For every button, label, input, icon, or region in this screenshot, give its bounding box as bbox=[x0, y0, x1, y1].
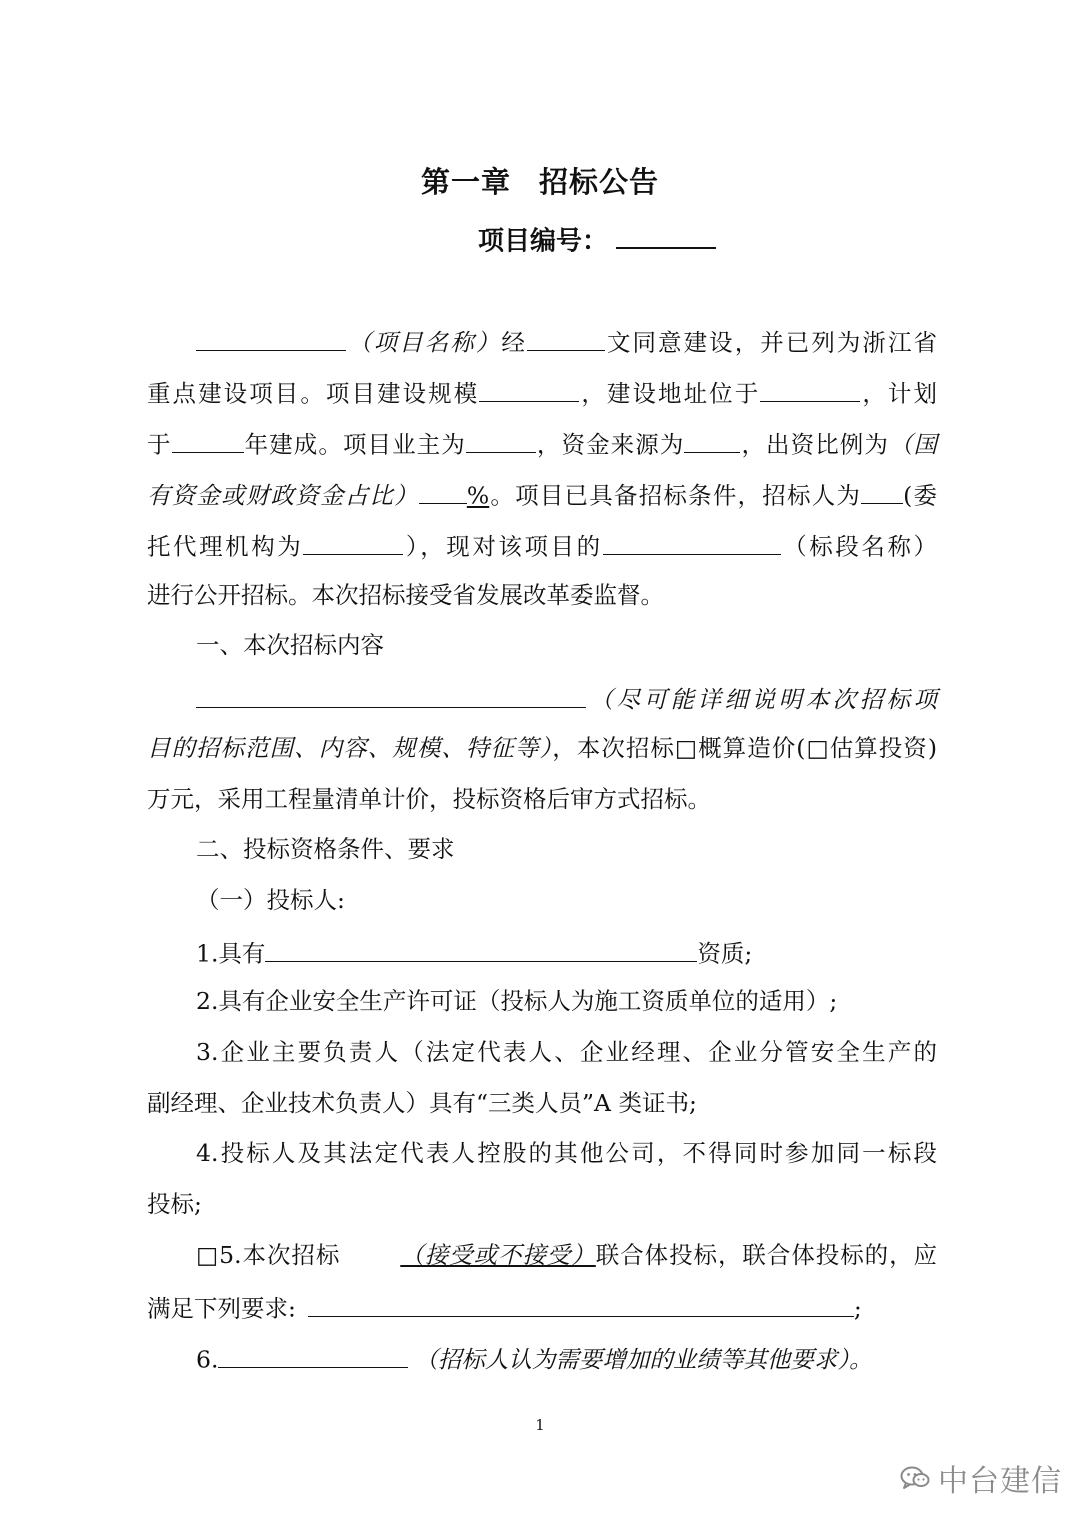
blank bbox=[303, 529, 403, 555]
intro-line-6: 进行公开招标。本次招标接受省发展改革委监督。 bbox=[147, 581, 664, 609]
chapter-title bbox=[0, 160, 1080, 201]
requirement-5-line-2: 满足下列要求: ; bbox=[147, 1291, 937, 1324]
bidder-subheading: （一）投标人: bbox=[196, 886, 345, 914]
blank bbox=[479, 376, 579, 402]
intro-line-2: 重点建设项目。项目建设规模 ，建设地址位于 ，计划 bbox=[147, 376, 937, 409]
intro-line-4: 有资金或财政资金占比） %。项目已具备招标条件，招标人为 (委 bbox=[147, 478, 937, 511]
intro-line-5: 托代理机构为 ），现对该项目的 （标段名称） bbox=[147, 529, 937, 562]
page-number: 1 bbox=[535, 1416, 545, 1434]
requirement-3-line-1: 3.企业主要负责人（法定代表人、企业经理、企业分管安全生产的 bbox=[196, 1038, 937, 1066]
section-2-heading: 二、投标资格条件、要求 bbox=[196, 835, 455, 863]
requirement-3-line-2: 副经理、企业技术负责人）具有“三类人员”A 类证书; bbox=[147, 1089, 697, 1117]
blank bbox=[265, 936, 697, 962]
blank bbox=[861, 478, 903, 504]
section-1-line-1: （尽可能详细说明本次招标项 bbox=[196, 682, 937, 715]
intro-line-3: 于 年建成。项目业主为 ，资金来源为 ，出资比例为（国 bbox=[147, 427, 937, 460]
blank bbox=[684, 427, 740, 453]
blank bbox=[308, 1291, 854, 1317]
wechat-icon bbox=[900, 1465, 930, 1491]
blank bbox=[196, 682, 586, 708]
intro-line-1: （项目名称）经 文同意建设，并已列为浙江省 bbox=[196, 325, 937, 358]
section-1-line-2: 目的招标范围、内容、规模、特征等），本次招标□概算造价(□估算投资) bbox=[147, 734, 937, 762]
requirement-2: 2.具有企业安全生产许可证（投标人为施工资质单位的适用）; bbox=[196, 987, 838, 1015]
requirement-4-line-2: 投标; bbox=[147, 1190, 202, 1218]
blank bbox=[527, 325, 605, 351]
requirement-6: 6. （招标人认为需要增加的业绩等其他要求）。 bbox=[196, 1342, 937, 1375]
watermark bbox=[900, 1456, 1062, 1500]
blank bbox=[603, 529, 781, 555]
blank bbox=[196, 325, 346, 351]
blank bbox=[218, 1342, 408, 1368]
section-1-heading: 一、本次招标内容 bbox=[196, 631, 384, 659]
chapter-name: 招标公告 bbox=[539, 165, 660, 199]
requirement-5-line-1: □5.本次招标 （接受或不接受）联合体投标，联合体投标的，应 bbox=[196, 1241, 938, 1269]
blank bbox=[466, 427, 536, 453]
requirement-1: 1.具有 资质; bbox=[196, 936, 937, 969]
blank bbox=[760, 376, 860, 402]
project-number bbox=[478, 220, 716, 257]
requirement-4-line-1: 4.投标人及其法定代表人控股的其他公司，不得同时参加同一标段 bbox=[196, 1139, 937, 1167]
blank bbox=[172, 427, 244, 453]
project-number-label: 项目编号： bbox=[478, 226, 609, 257]
project-number-blank bbox=[616, 220, 716, 249]
chapter-number: 第一章 bbox=[420, 165, 511, 199]
watermark-text: 中台建信 bbox=[938, 1464, 1062, 1499]
blank bbox=[419, 478, 467, 504]
section-1-line-3: 万元，采用工程量清单计价，投标资格后审方式招标。 bbox=[147, 785, 711, 813]
